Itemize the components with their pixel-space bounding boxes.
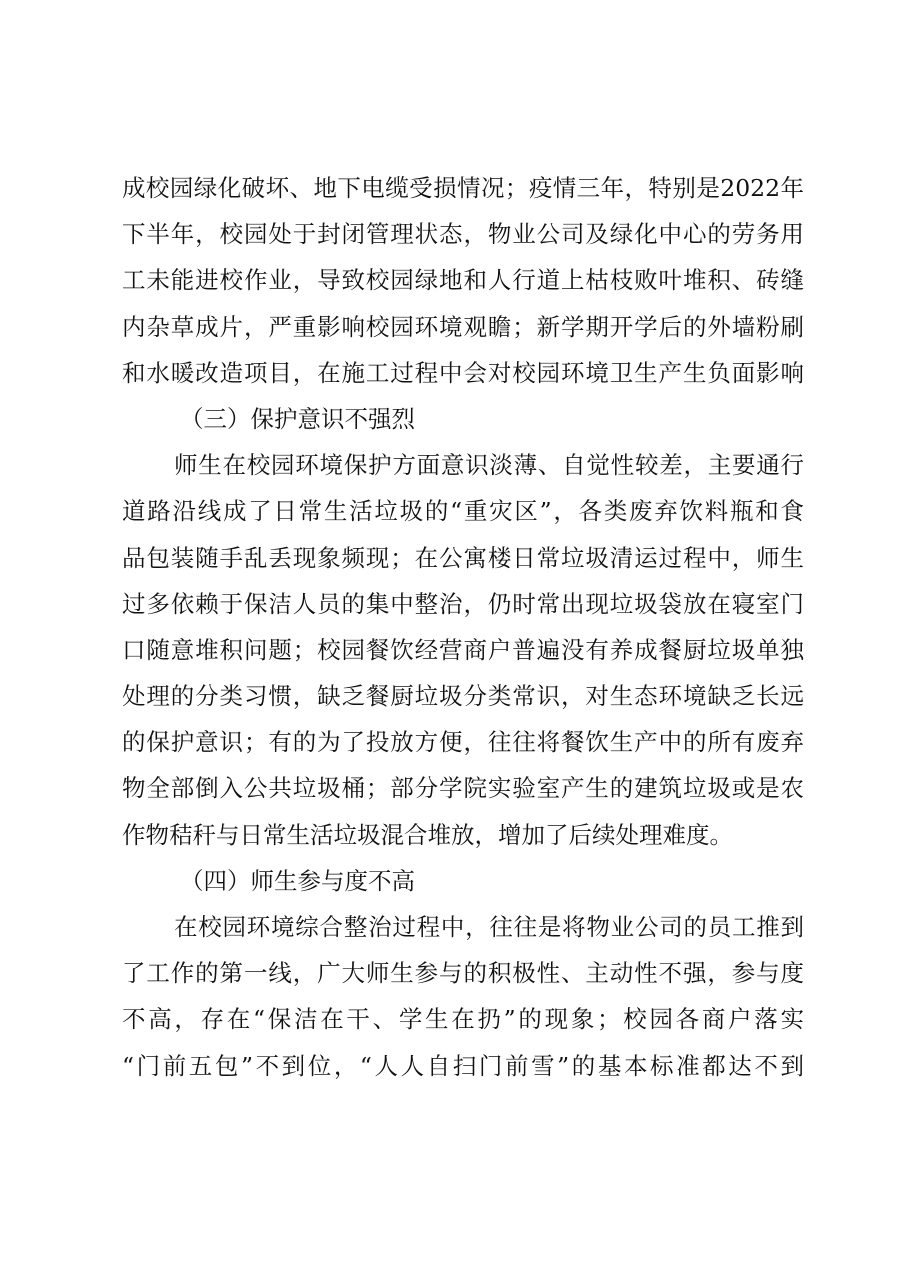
text-line: “门前五包”不到位，“人人自扫门前雪”的基本标准都达不到 [122,1051,804,1080]
text-line: 物全部倒入公共垃圾桶；部分学院实验室产生的建筑垃圾或是农 [122,774,804,803]
section-heading: （三）保护意识不强烈 [180,404,415,433]
text-line: 下半年，校园处于封闭管理状态，物业公司及绿化中心的劳务用 [122,220,804,249]
text-line: 口随意堆积问题；校园餐饮经营商户普遍没有养成餐厨垃圾单独 [122,635,804,664]
text-line: 在校园环境综合整治过程中，往往是将物业公司的员工推到 [174,913,804,941]
text-line: 过多依赖于保洁人员的集中整治，仍时常出现垃圾袋放在寝室门 [122,589,804,618]
text-line: 内杂草成片，严重影响校园环境观瞻；新学期开学后的外墙粉刷 [122,312,804,341]
text-line: 师生在校园环境保护方面意识淡薄、自觉性较差，主要通行 [174,451,804,480]
text-line: 和水暖改造项目，在施工过程中会对校园环境卫生产生负面影响 [122,358,804,387]
text-line: 成校园绿化破坏、地下电缆受损情况；疫情三年，特别是2022年 [122,174,804,202]
text-line: 道路沿线成了日常生活垃圾的“重灾区”，各类废弃饮料瓶和食 [122,497,804,526]
section-heading: （四）师生参与度不高 [180,866,415,895]
text-line: 作物秸秆与日常生活垃圾混合堆放，增加了后续处理难度。 [122,820,733,849]
text-line: 的保护意识；有的为了投放方便，往往将餐饮生产中的所有废弃 [122,728,804,757]
text-line: 不高，存在“保洁在干、学生在扔”的现象；校园各商户落实 [122,1005,804,1034]
text-line: 品包装随手乱丢现象频现；在公寓楼日常垃圾清运过程中，师生 [122,543,804,572]
text-line: 处理的分类习惯，缺乏餐厨垃圾分类常识，对生态环境缺乏长远 [122,682,804,711]
text-line: 工未能进校作业，导致校园绿地和人行道上枯枝败叶堆积、砖缝 [122,266,804,295]
document-body [122,165,804,1089]
text-line: 了工作的第一线，广大师生参与的积极性、主动性不强，参与度 [122,959,804,988]
